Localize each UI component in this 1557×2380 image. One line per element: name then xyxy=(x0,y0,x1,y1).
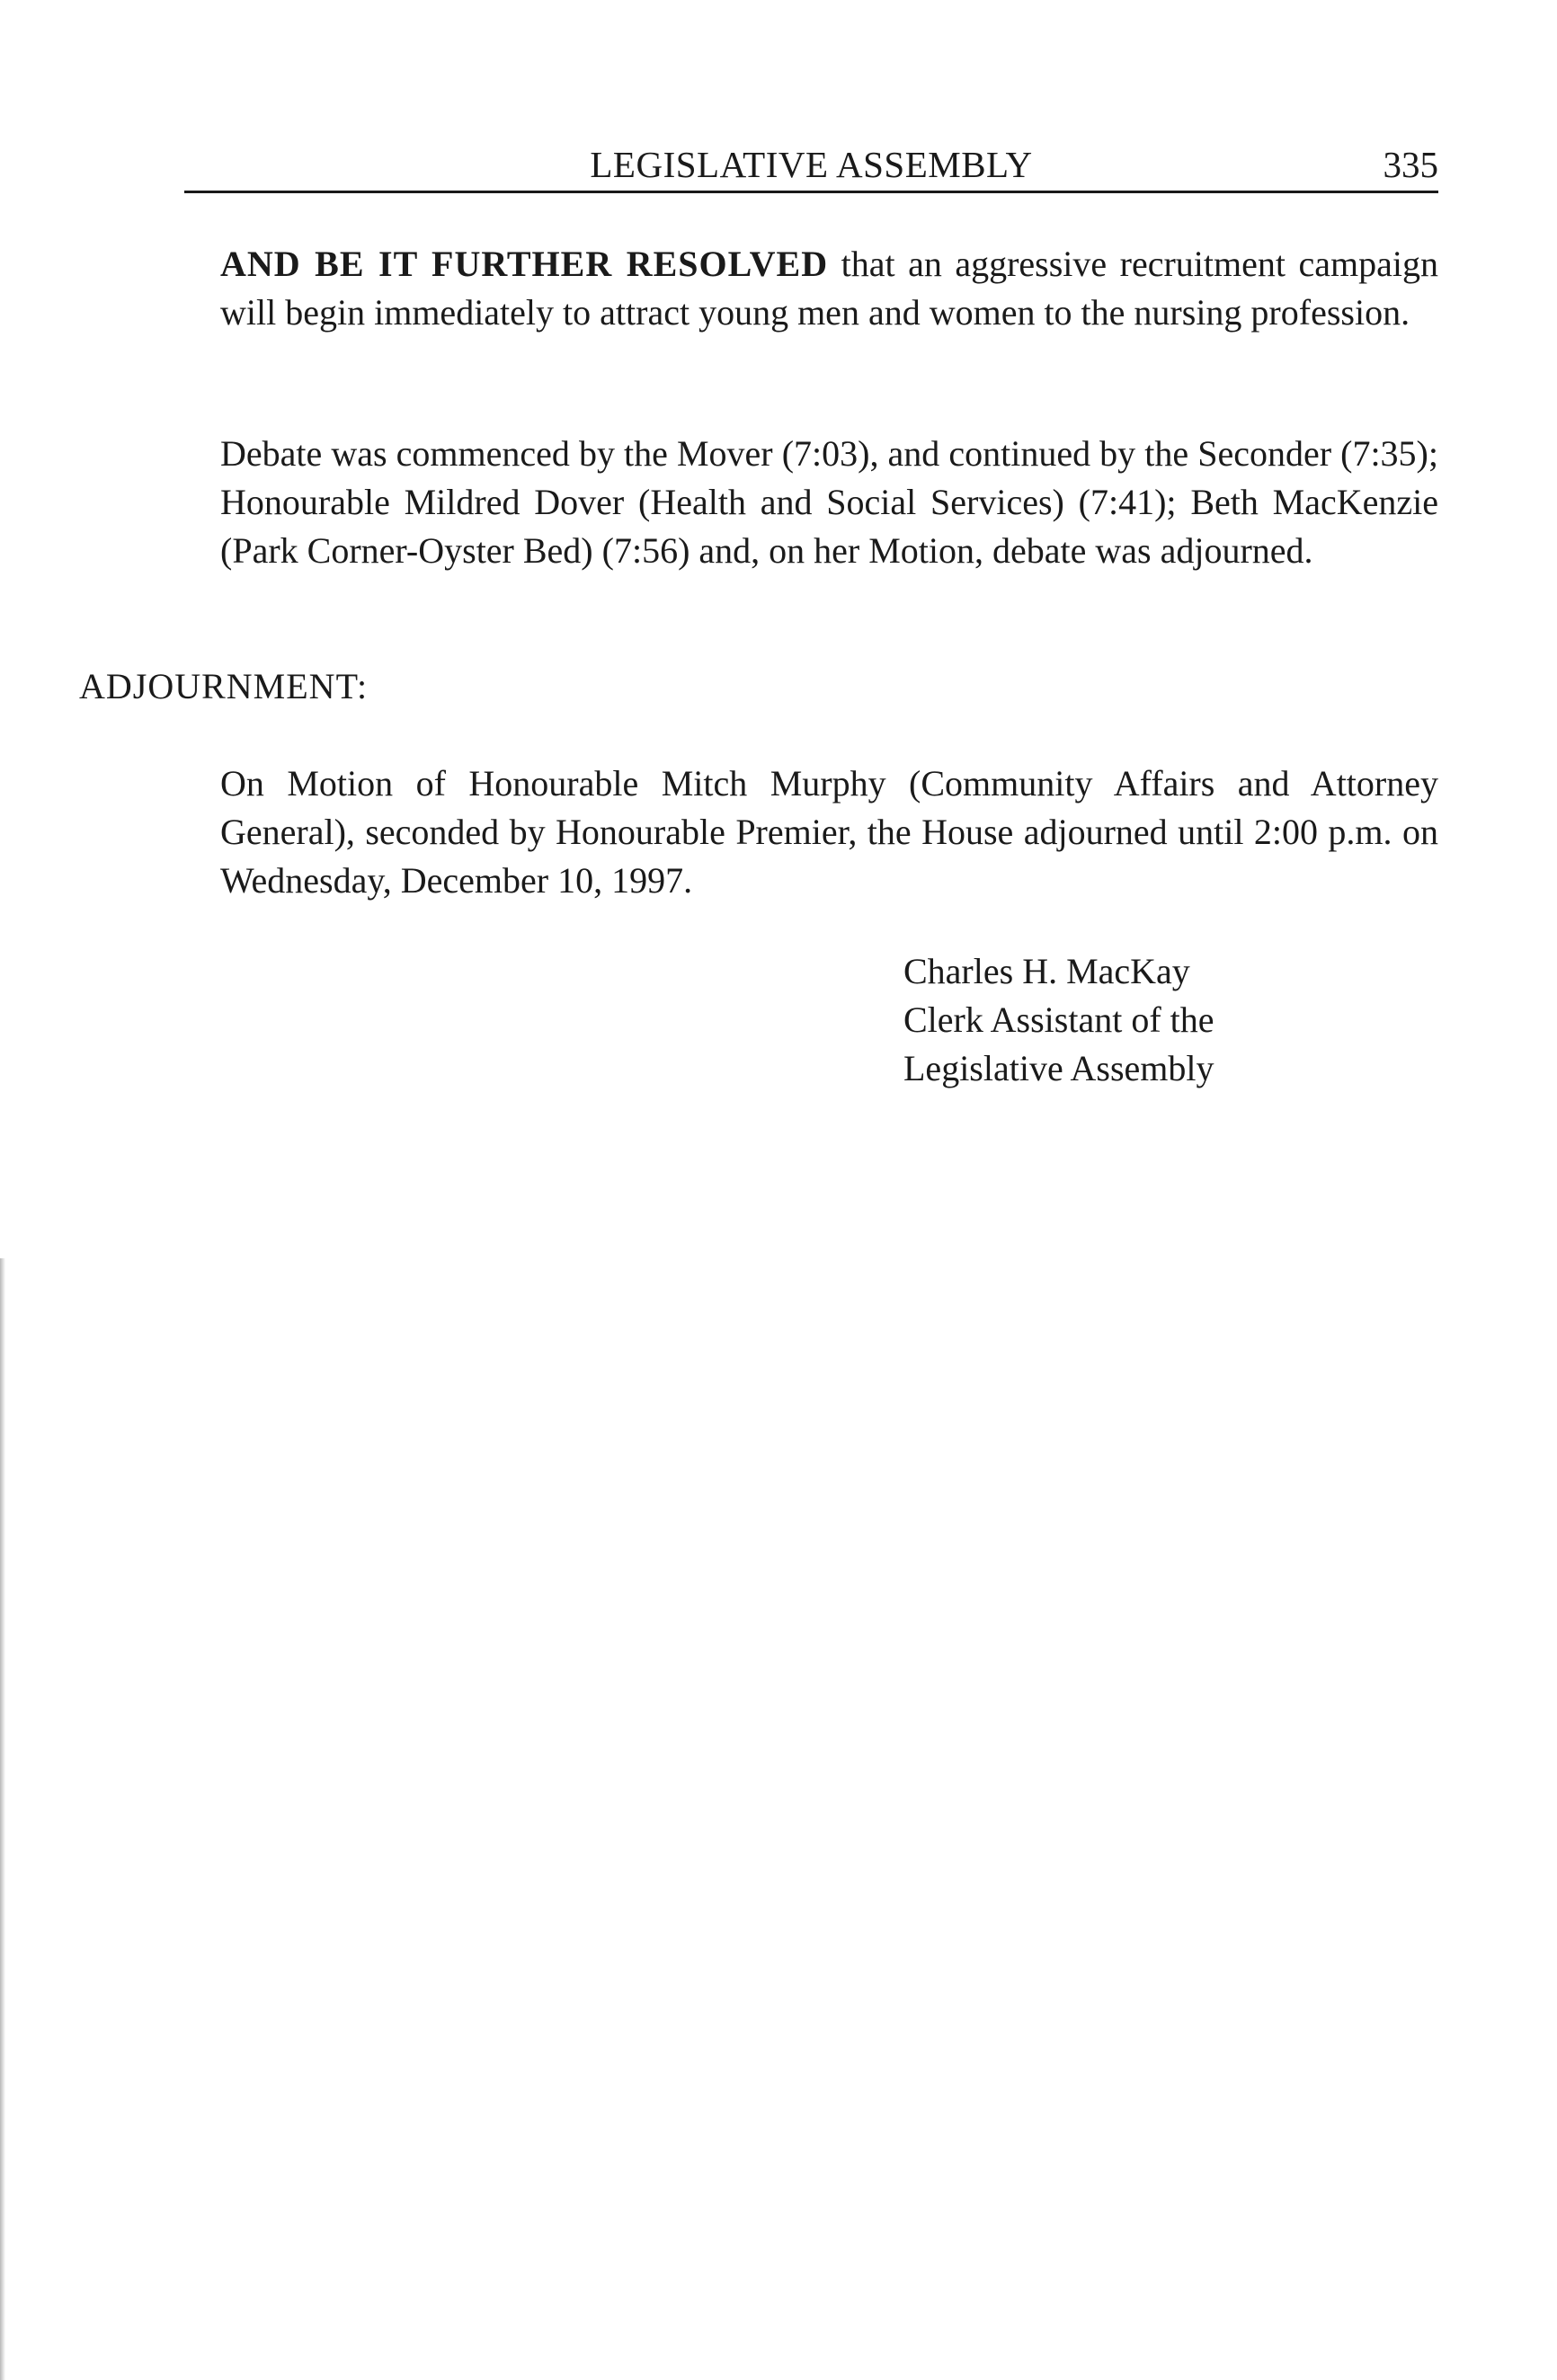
resolution-lead: AND BE IT FURTHER RESOLVED xyxy=(220,244,829,284)
running-title: LEGISLATIVE ASSEMBLY xyxy=(590,144,1033,185)
adjournment-paragraph: On Motion of Honourable Mitch Murphy (Community Affairs and Attorney General), seconded by Honourable Premier, the House adjourned until 2:00 p.m. on Wednesday, December 10, 1997. xyxy=(220,763,1438,901)
resolution-paragraph xyxy=(220,240,1438,337)
signature-title-line2: Legislative Assembly xyxy=(903,1048,1214,1088)
debate-paragraph: Debate was commenced by the Mover (7:03), and continued by the Seconder (7:35); Honourable Mildred Dover (Health and Social Services) (7:41); Beth MacKenzie (Park Corner-Oyster Bed) (7:56) and, on her Motion, debate was adjourned. xyxy=(220,433,1438,571)
page-binding-shadow xyxy=(0,1258,5,2380)
adjournment-heading: ADJOURNMENT: xyxy=(79,666,369,706)
header-rule xyxy=(184,191,1438,193)
signature-name: Charles H. MacKay xyxy=(903,951,1190,991)
resolution-text: that an aggressive recruitment campaign will begin immediately to attract young men and women to the nursing profession. xyxy=(220,244,1438,333)
signature-title-line1: Clerk Assistant of the xyxy=(903,999,1214,1040)
page-number: 335 xyxy=(1383,144,1438,185)
running-header xyxy=(184,138,1438,191)
signature-block xyxy=(903,947,1214,1093)
